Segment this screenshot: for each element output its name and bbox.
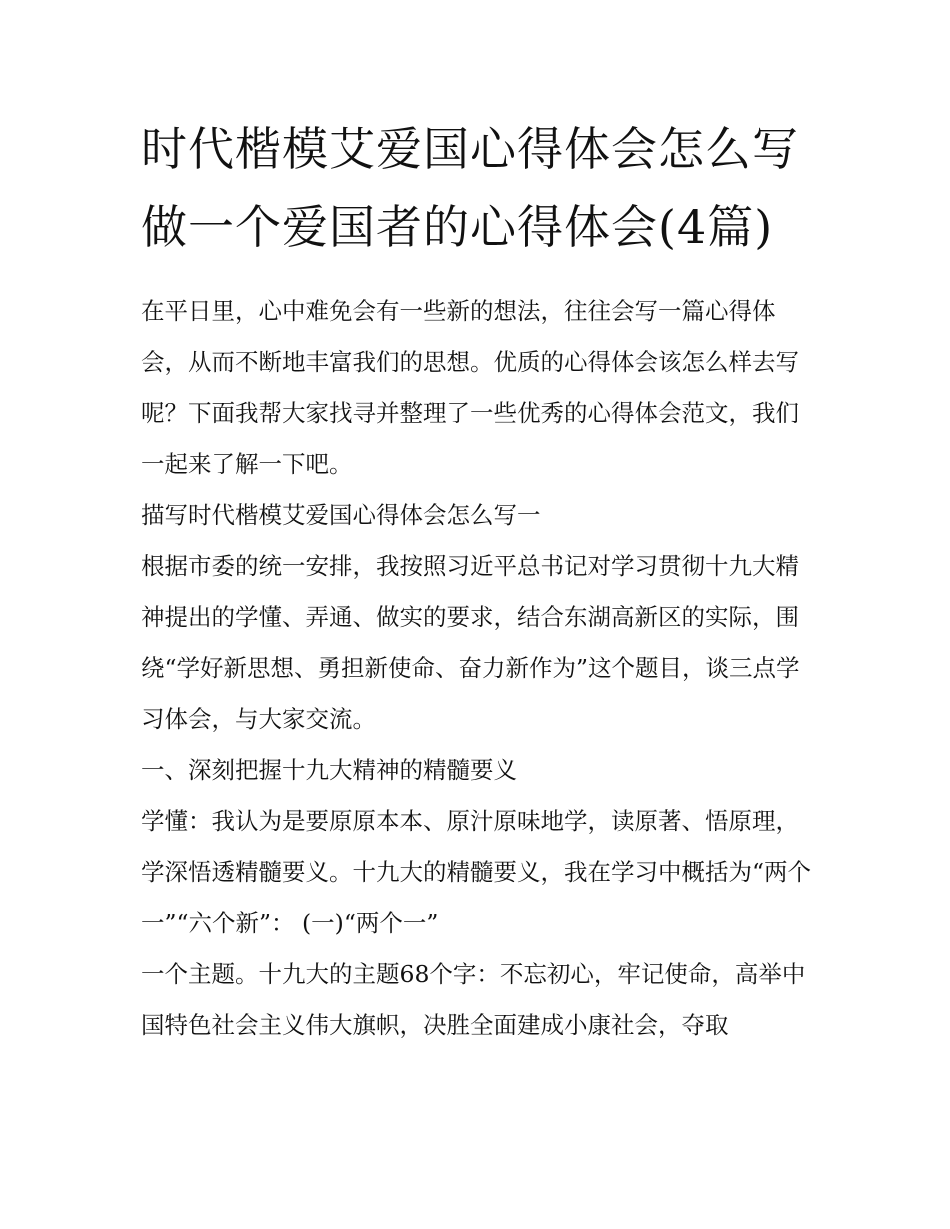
document-page — [141, 110, 816, 1051]
body-paragraph: 学懂：我认为是要原原本本、原汁原味地学，读原著、悟原理，学深悟透精髓要义。十九大的精髓要义，我在学习中概括为“两个一”“六个新”： (一)“两个一” — [141, 807, 812, 937]
document-title: 时代楷模艾爱国心得体会怎么写 做一个爱国者的心得体会(4篇) — [141, 122, 799, 254]
title-block — [141, 110, 816, 266]
section-heading: 描写时代楷模艾爱国心得体会怎么写一 — [141, 501, 541, 529]
subsection-heading: 一、深刻把握十九大精神的精髓要义 — [141, 756, 517, 784]
intro-paragraph: 在平日里，心中难免会有一些新的想法，往往会写一篇心得体会，从而不断地丰富我们的思想。优质的心得体会该怎么样去写呢？下面我帮大家找寻并整理了一些优秀的心得体会范文，我们一起来了解一下吧。 — [141, 297, 799, 478]
body-paragraph: 根据市委的统一安排，我按照习近平总书记对学习贯彻十九大精神提出的学懂、弄通、做实的要求，结合东湖高新区的实际，围绕“学好新思想、勇担新使命、奋力新作为”这个题目，谈三点学习体会，与大家交流。 — [141, 552, 800, 733]
body-paragraph: 一个主题。十九大的主题68个字：不忘初心，牢记使命，高举中国特色社会主义伟大旗帜，决胜全面建成小康社会，夺取 — [141, 960, 806, 1039]
